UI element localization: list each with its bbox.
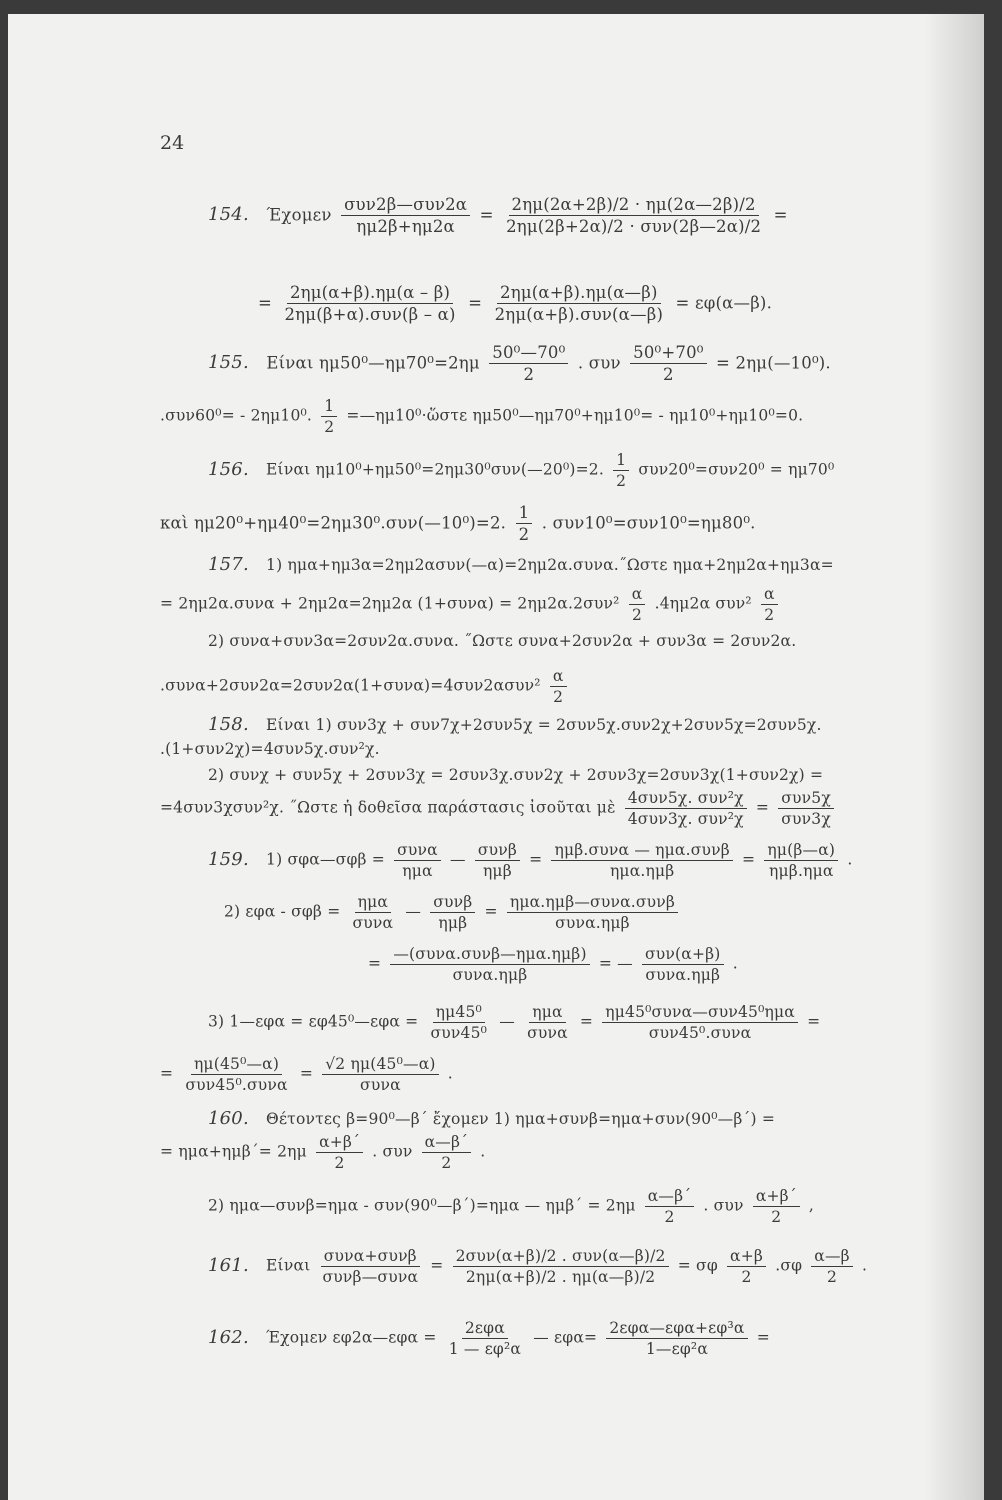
fraction: $\frac{2\eta\mu(\alpha+\beta).\eta\mu(\alpha—\beta)}{\text{2ημ(α+β).συν(α—β)}}$ [494, 283, 664, 325]
problem-157-line-1: 157. 1) ημα+ημ3α=2ημ2ασυν(—α)=2ημ2α.συνα.˝Ωστε ημα+2ημ2α+ημ3α= [208, 554, 834, 575]
problem-154-line-1: 154. Έχομεν $\frac{\text{συν2β—συν2α}}{\eta\mu 2\beta+\eta\mu 2\alpha}$ = $\frac{2\eta\mu(2\alpha+2\beta)/2 \cdot \eta\mu(2\alpha—2\beta)/2}{\text{2ημ(2β+2α)/2 · συν(2β—2α)/2}}$ = [208, 195, 788, 237]
fraction: $\frac{\text{—(συνα.συνβ—ημα.ημβ)}}{\text{συνα.ημβ}}$ [390, 944, 589, 985]
problem-160-line-1: 160. Θέτοντες β=90⁰—β΄ ἔχομεν 1) ημα+συνβ=ημα+συν(90⁰—β΄) = [208, 1108, 776, 1129]
problem-number: 157. [208, 554, 249, 575]
fraction: $\frac{\text{2εφα—εφα+εφ³α}}{\text{1—εφ²α}}$ [606, 1318, 747, 1359]
fraction: $\frac{\text{συνα}}{\text{ημα}}$ [394, 840, 441, 881]
problem-158-line-2: .(1+συν2χ)=4συν5χ.συν²χ. [160, 740, 380, 758]
problem-155-line-2: .συν60⁰= - 2ημ10⁰. $\frac{1}{2}$ =—ημ10⁰·ὥστε ημ50⁰—ημ70⁰+ημ10⁰= - ημ10⁰+ημ10⁰=0. [160, 397, 804, 437]
problem-159-line-2: 2) εφα - σφβ = $\frac{\text{ημα}}{\text{συνα}}$ — $\frac{\text{συνβ}}{\text{ημβ}}$ = $\frac{\text{ημα.ημβ—συνα.συνβ}}{\text{συνα.ημβ}}$ [224, 892, 682, 933]
fraction: $\frac{1}{2}$ [321, 396, 337, 437]
problem-157-line-4: .συνα+2συν2α=2συν2α(1+συνα)=4συν2ασυν² $\frac{\alpha}{2}$ [160, 666, 571, 707]
fraction: $\frac{\alpha+\beta΄}{2}$ [753, 1186, 800, 1227]
problem-155-line-1: 155. Είναι ημ50⁰—ημ70⁰=2ημ $\frac{\text{50⁰—70⁰}}{2}$ . συν $\frac{\text{50⁰+70⁰}}{2}$ = 2ημ(—10⁰). [208, 343, 831, 385]
fraction: $\frac{\text{2συν(α+β)/2 . συν(α—β)/2}}{2\eta\mu(\alpha+\beta)/2 . \eta\mu(\alpha—\beta)/2}$ [453, 1246, 669, 1287]
fraction: $\frac{\text{συν5χ}}{\text{συν3χ}}$ [778, 788, 834, 829]
problem-154-line-2: = $\frac{2\eta\mu(\alpha+\beta).\eta\mu(\alpha - \beta)}{\text{2ημ(β+α).συν(β – α)}}$ = $\frac{2\eta\mu(\alpha+\beta).\eta\mu(\alpha—\beta)}{\text{2ημ(α+β).συν(α—β)}}$ = εφ(α—β). [258, 283, 773, 325]
problem-159-line-5: = $\frac{\text{ημ(45⁰—α)}}{\text{συν45⁰.συνα}}$ = $\frac{\text{√2 ημ(45⁰—α)}}{\text{συνα}}$ . [160, 1055, 453, 1095]
fraction: $\frac{1}{2}$ [613, 450, 629, 491]
problem-161-line-1: 161. Είναι $\frac{\text{συνα+συνβ}}{\text{συνβ—συνα}}$ = $\frac{\text{2συν(α+β)/2 . συν(α—β)/2}}{2\eta\mu(\alpha+\beta)/2 . \eta\mu(\alpha—\beta)/2}$ = σφ $\frac{\alpha+\beta}{2}$ .σφ $\frac{\alpha—\beta}{2}$ . [208, 1247, 868, 1287]
page-number: 24 [160, 132, 185, 154]
fraction: $\frac{\text{50⁰+70⁰}}{2}$ [630, 342, 706, 386]
problem-156-line-2: καὶ ημ20⁰+ημ40⁰=2ημ30⁰.συν(—10⁰)=2. $\frac{1}{2}$ . συν10⁰=συν10⁰=ημ80⁰. [160, 503, 756, 545]
problem-number: 155. [208, 352, 249, 374]
fraction: $\frac{\text{συνβ}}{\text{ημβ}}$ [430, 892, 475, 933]
problem-159-line-1: 159. 1) σφα—σφβ = $\frac{\text{συνα}}{\text{ημα}}$ — $\frac{\text{συνβ}}{\text{ημβ}}$ = $\frac{\text{ημβ.συνα — ημα.συνβ}}{\text{ημα.ημβ}}$ = $\frac{\eta\mu(\beta—\alpha)}{\text{ημβ.ημα}}$ . [208, 841, 853, 881]
fraction: $\frac{\text{4συν5χ. συν²χ}}{\text{4συν3χ. συν²χ}}$ [625, 788, 747, 829]
problem-157-line-3: 2) συνα+συν3α=2συν2α.συνα. ˝Ωστε συνα+2συν2α + συν3α = 2συν2α. [208, 632, 797, 650]
fraction: $\frac{\text{2εφα}}{\text{1 — εφ²α}}$ [448, 1319, 522, 1359]
fraction: $\frac{\alpha}{2}$ [550, 666, 567, 707]
fraction: $\frac{\text{συνβ}}{\text{ημβ}}$ [475, 840, 520, 881]
fraction: $\frac{\text{ημ45⁰συνα—συν45⁰ημα}}{\text{συν45⁰.συνα}}$ [602, 1002, 798, 1043]
problem-number: 156. [208, 458, 249, 480]
fraction: $\frac{\eta\mu(\beta—\alpha)}{\text{ημβ.ημα}}$ [764, 840, 838, 881]
problem-number: 158. [208, 714, 249, 735]
fraction: $\frac{\alpha+\beta}{2}$ [727, 1246, 766, 1287]
fraction: $\frac{\alpha—\beta}{2}$ [811, 1246, 853, 1287]
problem-158-line-3: 2) συνχ + συν5χ + 2συν3χ = 2συν3χ.συν2χ + 2συν3χ=2συν3χ(1+συν2χ) = [208, 766, 824, 784]
problem-159-line-4: 3) 1—εφα = εφ45⁰—εφα = $\frac{\text{ημ45⁰}}{\text{συν45⁰}}$ — $\frac{\text{ημα}}{\text{συνα}}$ = $\frac{\text{ημ45⁰συνα—συν45⁰ημα}}{\text{συν45⁰.συνα}}$ = [208, 1003, 821, 1043]
problem-number: 162. [208, 1326, 249, 1348]
fraction: $\frac{\text{ημα.ημβ—συνα.συνβ}}{\text{συνα.ημβ}}$ [507, 892, 678, 933]
fraction: $\frac{\text{ημα}}{\text{συνα}}$ [352, 893, 394, 933]
fraction: $\frac{1}{2}$ [516, 502, 533, 546]
fraction: $\frac{\text{√2 ημ(45⁰—α)}}{\text{συνα}}$ [322, 1054, 438, 1095]
problem-158-line-4: =4συν3χσυν²χ. ˝Ωστε ἡ δοθεῖσα παράστασις ἰσοῦται μὲ $\frac{\text{4συν5χ. συν²χ}}{\text{4συν3χ. συν²χ}}$ = $\frac{\text{συν5χ}}{\text{συν3χ}}$ [160, 788, 838, 829]
problem-160-line-3: 2) ημα—συνβ=ημα - συν(90⁰—β΄)=ημα — ημβ΄ = 2ημ $\frac{\alpha—\beta΄}{2}$ . συν $\frac{\alpha+\beta΄}{2}$ , [208, 1187, 815, 1227]
book-page [8, 14, 984, 1500]
fraction: $\frac{2\eta\mu(\alpha+\beta).\eta\mu(\alpha - \beta)}{\text{2ημ(β+α).συν(β – α)}}$ [284, 283, 456, 325]
fraction: $\frac{\alpha+\beta΄}{2}$ [316, 1132, 363, 1173]
fraction: $\frac{2\eta\mu(2\alpha+2\beta)/2 \cdot \eta\mu(2\alpha—2\beta)/2}{\text{2ημ(2β+2α)/2 · συν(2β—2α)/2}}$ [506, 195, 762, 237]
fraction: $\frac{\text{συν(α+β)}}{\text{συνα.ημβ}}$ [642, 944, 724, 985]
fraction: $\frac{\text{συν2β—συν2α}}{\eta\mu 2\beta+\eta\mu 2\alpha}$ [341, 194, 470, 238]
text: Έχομεν [266, 205, 332, 225]
problem-number: 160. [208, 1108, 249, 1129]
problem-162-line-1: 162. Έχομεν εφ2α—εφα = $\frac{\text{2εφα}}{\text{1 — εφ²α}}$ — εφα= $\frac{\text{2εφα—εφα+εφ³α}}{\text{1—εφ²α}}$ = [208, 1319, 770, 1359]
fraction: $\frac{\text{ημα}}{\text{συνα}}$ [527, 1003, 568, 1043]
problem-160-line-2: = ημα+ημβ΄= 2ημ $\frac{\alpha+\beta΄}{2}$ . συν $\frac{\alpha—\beta΄}{2}$ . [160, 1133, 486, 1173]
problem-156-line-1: 156. Είναι ημ10⁰+ημ50⁰=2ημ30⁰συν(—20⁰)=2. $\frac{1}{2}$ συν20⁰=συν20⁰ = ημ70⁰ [208, 451, 835, 491]
problem-157-line-2: = 2ημ2α.συνα + 2ημ2α=2ημ2α (1+συνα) = 2ημ2α.2συν² $\frac{\alpha}{2}$ .4ημ2α συν² $\frac{\alpha}{2}$ [160, 584, 782, 625]
fraction: $\frac{\alpha}{2}$ [761, 584, 778, 625]
fraction: $\frac{\alpha—\beta΄}{2}$ [422, 1132, 471, 1173]
problem-number: 154. [208, 204, 249, 226]
fraction: $\frac{\alpha—\beta΄}{2}$ [645, 1186, 694, 1227]
problem-159-line-3: = $\frac{\text{—(συνα.συνβ—ημα.ημβ)}}{\text{συνα.ημβ}}$ = — $\frac{\text{συν(α+β)}}{\text{συνα.ημβ}}$ . [368, 945, 738, 985]
fraction: $\frac{\text{ημβ.συνα — ημα.συνβ}}{\text{ημα.ημβ}}$ [551, 840, 732, 881]
problem-number: 159. [208, 848, 249, 870]
fraction: $\frac{\text{ημ(45⁰—α)}}{\text{συν45⁰.συνα}}$ [185, 1055, 288, 1095]
fraction: $\frac{\text{50⁰—70⁰}}{2}$ [489, 342, 568, 386]
fraction: $\frac{\text{συνα+συνβ}}{\text{συνβ—συνα}}$ [322, 1247, 419, 1287]
problem-158-line-1: 158. Είναι 1) συν3χ + συν7χ+2συν5χ = 2συν5χ.συν2χ+2συν5χ=2συν5χ. [208, 714, 822, 735]
problem-number: 161. [208, 1254, 249, 1276]
fraction: $\frac{\alpha}{2}$ [629, 584, 646, 625]
fraction: $\frac{\text{ημ45⁰}}{\text{συν45⁰}}$ [430, 1003, 488, 1043]
